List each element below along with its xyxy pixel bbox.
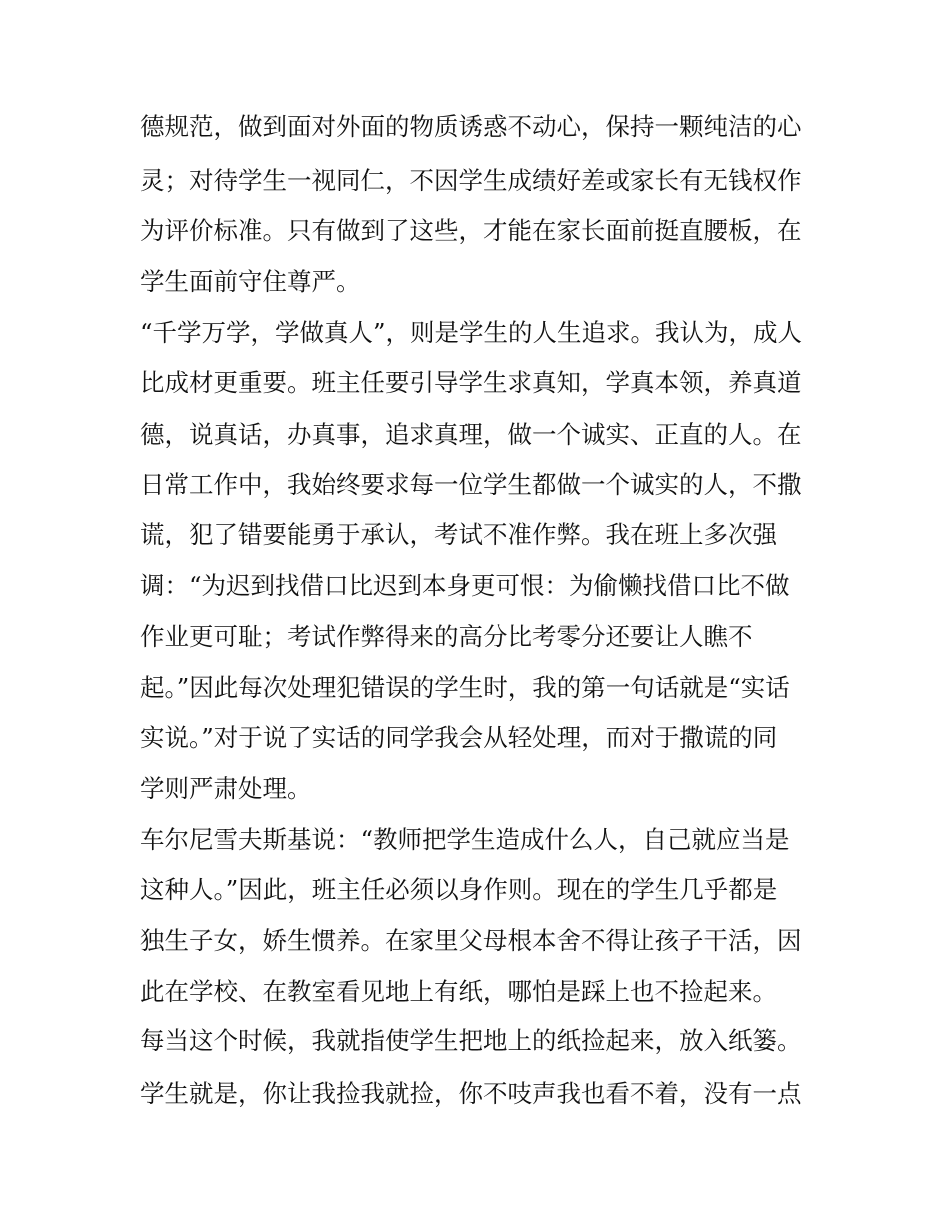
text-line: 实说。”对于说了实话的同学我会从轻处理，而对于撒谎的同 bbox=[140, 723, 778, 752]
text-line: 作业更可耻；考试作弊得来的高分比考零分还要让人瞧不 bbox=[140, 622, 753, 651]
text-line: 谎，犯了错要能勇于承认，考试不准作弊。我在班上多次强 bbox=[140, 520, 777, 549]
text-line: 德规范，做到面对外面的物质诱惑不动心，保持一颗纯洁的心 bbox=[140, 112, 802, 141]
text-line: 比成材更重要。班主任要引导学生求真知，学真本领，养真道 bbox=[140, 368, 802, 397]
text-line: 学生就是，你让我捡我就捡，你不吱声我也看不着，没有一点 bbox=[140, 1079, 802, 1108]
text-line: 调：“为迟到找借口比迟到本身更可恨：为偷懒找借口比不做 bbox=[140, 571, 790, 600]
text-line: 起。”因此每次处理犯错误的学生时，我的第一句话就是“实话 bbox=[140, 673, 790, 702]
text-line: 灵；对待学生一视同仁，不因学生成绩好差或家长有无钱权作 bbox=[140, 166, 802, 195]
text-line: 学则严肃处理。 bbox=[140, 774, 312, 803]
text-line: 独生子女，娇生惯养。在家里父母根本舍不得让孩子干活，因 bbox=[140, 926, 802, 955]
text-line: 学生面前守住尊严。 bbox=[140, 267, 361, 296]
text-line: 德，说真话，办真事，追求真理，做一个诚实、正直的人。在 bbox=[140, 420, 802, 449]
text-line: 此在学校、在教室看见地上有纸，哪怕是踩上也不捡起来。 bbox=[140, 977, 777, 1006]
text-line: 为评价标准。只有做到了这些，才能在家长面前挺直腰板，在 bbox=[140, 216, 802, 245]
text-line: 车尔尼雪夫斯基说：“教师把学生造成什么人，自己就应当是 bbox=[140, 825, 790, 854]
text-line: 这种人。”因此，班主任必须以身作则。现在的学生几乎都是 bbox=[140, 875, 778, 904]
text-line: 每当这个时候，我就指使学生把地上的纸捡起来，放入纸篓。 bbox=[140, 1026, 802, 1055]
text-line: “千学万学，学做真人”，则是学生的人生追求。我认为，成人 bbox=[140, 318, 803, 347]
text-line: 日常工作中，我始终要求每一位学生都做一个诚实的人，不撒 bbox=[140, 470, 802, 499]
